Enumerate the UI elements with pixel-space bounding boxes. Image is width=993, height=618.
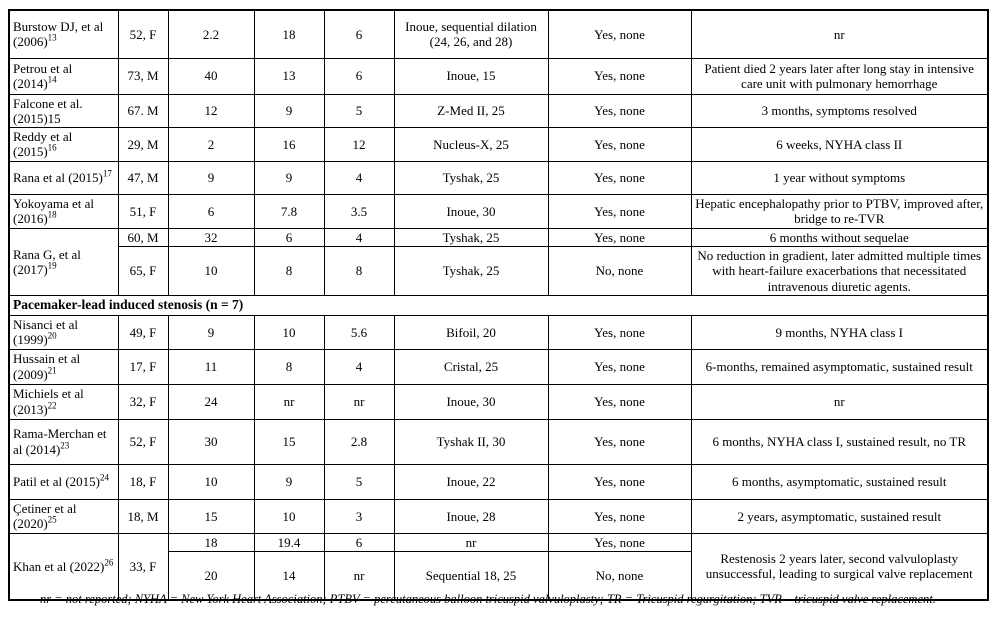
value-cell: 11 bbox=[168, 349, 254, 384]
value-cell: 40 bbox=[168, 58, 254, 94]
table-row bbox=[9, 464, 988, 499]
success-cell: Yes, none bbox=[548, 58, 691, 94]
success-cell: No, none bbox=[548, 247, 691, 296]
outcome-cell: 6 months without sequelae bbox=[691, 228, 988, 246]
success-cell: Yes, none bbox=[548, 94, 691, 128]
value-cell: 8 bbox=[254, 247, 324, 296]
value-cell: 10 bbox=[254, 316, 324, 350]
value-cell: 2.8 bbox=[324, 419, 394, 464]
success-cell: Yes, none bbox=[548, 10, 691, 58]
value-cell: 6 bbox=[324, 10, 394, 58]
reference-superscript: 25 bbox=[47, 514, 57, 525]
table-row bbox=[9, 419, 988, 464]
case-report-table bbox=[8, 9, 989, 601]
value-cell: 24 bbox=[168, 384, 254, 419]
table-row bbox=[9, 316, 988, 350]
outcome-cell: 6-months, remained asymptomatic, sustained result bbox=[691, 349, 988, 384]
outcome-cell: 9 months, NYHA class I bbox=[691, 316, 988, 350]
value-cell: 8 bbox=[254, 349, 324, 384]
author-cell bbox=[9, 10, 118, 58]
balloon-cell: Inoue, sequential dilation (24, 26, and 28) bbox=[394, 10, 548, 58]
value-cell: 10 bbox=[254, 499, 324, 533]
reference-superscript: 17 bbox=[102, 168, 112, 179]
reference-superscript: 16 bbox=[47, 143, 57, 154]
value-cell: 10 bbox=[168, 464, 254, 499]
value-cell: 9 bbox=[254, 161, 324, 194]
age-sex-cell: 52, F bbox=[118, 419, 168, 464]
table-row bbox=[9, 533, 988, 551]
author-text: Petrou et al (2014) bbox=[13, 60, 73, 91]
value-cell: 7.8 bbox=[254, 194, 324, 228]
author-text: Michiels et al (2013) bbox=[13, 386, 84, 417]
value-cell: nr bbox=[324, 384, 394, 419]
balloon-cell: Inoue, 15 bbox=[394, 58, 548, 94]
success-cell: Yes, none bbox=[548, 316, 691, 350]
balloon-cell: Tyshak, 25 bbox=[394, 247, 548, 296]
table-row bbox=[9, 349, 988, 384]
success-cell: Yes, none bbox=[548, 228, 691, 246]
value-cell: 13 bbox=[254, 58, 324, 94]
value-cell: 6 bbox=[168, 194, 254, 228]
table-row bbox=[9, 384, 988, 419]
value-cell: 6 bbox=[324, 58, 394, 94]
table-container bbox=[8, 9, 989, 601]
outcome-cell: 1 year without symptoms bbox=[691, 161, 988, 194]
reference-superscript: 22 bbox=[47, 400, 57, 411]
outcome-cell: Hepatic encephalopathy prior to PTBV, improved after, bridge to re-TVR bbox=[691, 194, 988, 228]
value-cell: 4 bbox=[324, 228, 394, 246]
balloon-cell: Sequential 18, 25 bbox=[394, 552, 548, 600]
age-sex-cell: 32, F bbox=[118, 384, 168, 419]
value-cell: 5 bbox=[324, 94, 394, 128]
value-cell: 6 bbox=[254, 228, 324, 246]
balloon-cell: nr bbox=[394, 533, 548, 551]
reference-superscript: 13 bbox=[47, 32, 57, 43]
outcome-cell: Patient died 2 years later after long stay in intensive care unit with pulmonary hemorrhage bbox=[691, 58, 988, 94]
table-row bbox=[9, 499, 988, 533]
balloon-cell: Nucleus-X, 25 bbox=[394, 128, 548, 162]
age-sex-cell: 65, F bbox=[118, 247, 168, 296]
age-sex-cell: 52, F bbox=[118, 10, 168, 58]
value-cell: 30 bbox=[168, 419, 254, 464]
author-text: Reddy et al (2015) bbox=[13, 129, 73, 160]
author-cell bbox=[9, 384, 118, 419]
value-cell: 18 bbox=[254, 10, 324, 58]
table-row bbox=[9, 58, 988, 94]
author-text: Rana et al (2015) bbox=[13, 170, 103, 186]
author-text: Yokoyama et al (2016) bbox=[13, 195, 95, 227]
value-cell: 20 bbox=[168, 552, 254, 600]
balloon-cell: Cristal, 25 bbox=[394, 349, 548, 384]
age-sex-cell: 29, M bbox=[118, 128, 168, 162]
author-cell bbox=[9, 161, 118, 194]
reference-superscript: 24 bbox=[100, 472, 110, 483]
reference-superscript: 18 bbox=[47, 209, 57, 220]
reference-superscript: 21 bbox=[47, 365, 57, 376]
author-text: Burstow DJ, et al (2006) bbox=[13, 18, 104, 50]
value-cell: nr bbox=[324, 552, 394, 600]
author-cell bbox=[9, 128, 118, 162]
balloon-cell: Tyshak, 25 bbox=[394, 228, 548, 246]
reference-superscript: 19 bbox=[47, 260, 57, 271]
value-cell: 8 bbox=[324, 247, 394, 296]
section-header: Pacemaker-lead induced stenosis (n = 7) bbox=[9, 296, 988, 316]
outcome-cell: No reduction in gradient, later admitted multiple times with heart-failure exacerbations that necessitated intravenous diuretic agents. bbox=[691, 247, 988, 296]
value-cell: 6 bbox=[324, 533, 394, 551]
outcome-cell: 6 weeks, NYHA class II bbox=[691, 128, 988, 162]
value-cell: 2 bbox=[168, 128, 254, 162]
value-cell: 5 bbox=[324, 464, 394, 499]
balloon-cell: Z-Med II, 25 bbox=[394, 94, 548, 128]
author-cell bbox=[9, 228, 118, 295]
success-cell: Yes, none bbox=[548, 499, 691, 533]
outcome-cell: 3 months, symptoms resolved bbox=[691, 94, 988, 128]
age-sex-cell: 60, M bbox=[118, 228, 168, 246]
age-sex-cell: 73, M bbox=[118, 58, 168, 94]
value-cell: 2.2 bbox=[168, 10, 254, 58]
outcome-cell: 6 months, NYHA class I, sustained result, no TR bbox=[691, 419, 988, 464]
value-cell: 18 bbox=[168, 533, 254, 551]
author-text: Patil et al (2015) bbox=[13, 474, 101, 490]
author-text: Rana G, et al (2017) bbox=[13, 246, 81, 277]
value-cell: 10 bbox=[168, 247, 254, 296]
balloon-cell: Tyshak II, 30 bbox=[394, 419, 548, 464]
outcome-cell: nr bbox=[691, 10, 988, 58]
success-cell: Yes, none bbox=[548, 464, 691, 499]
reference-superscript: 26 bbox=[104, 557, 114, 568]
age-sex-cell: 18, F bbox=[118, 464, 168, 499]
reference-superscript: 23 bbox=[60, 440, 70, 451]
author-text: Khan et al (2022) bbox=[13, 558, 105, 574]
author-cell bbox=[9, 499, 118, 533]
section-header-row bbox=[9, 296, 988, 316]
author-cell bbox=[9, 419, 118, 464]
age-sex-cell: 67. M bbox=[118, 94, 168, 128]
value-cell: nr bbox=[254, 384, 324, 419]
balloon-cell: Inoue, 22 bbox=[394, 464, 548, 499]
outcome-cell: nr bbox=[691, 384, 988, 419]
balloon-cell: Bifoil, 20 bbox=[394, 316, 548, 350]
author-cell bbox=[9, 194, 118, 228]
table-row bbox=[9, 128, 988, 162]
success-cell: Yes, none bbox=[548, 533, 691, 551]
table-row bbox=[9, 94, 988, 128]
outcome-cell: 2 years, asymptomatic, sustained result bbox=[691, 499, 988, 533]
success-cell: Yes, none bbox=[548, 194, 691, 228]
value-cell: 12 bbox=[168, 94, 254, 128]
balloon-cell: Tyshak, 25 bbox=[394, 161, 548, 194]
success-cell: Yes, none bbox=[548, 128, 691, 162]
author-cell bbox=[9, 58, 118, 94]
value-cell: 9 bbox=[254, 94, 324, 128]
age-sex-cell: 47, M bbox=[118, 161, 168, 194]
value-cell: 12 bbox=[324, 128, 394, 162]
value-cell: 19.4 bbox=[254, 533, 324, 551]
age-sex-cell: 18, M bbox=[118, 499, 168, 533]
table-footnote: nr = not reported; NYHA = New York Heart Association; PTBV = percutaneous balloon tricuspid valvuloplasty; TR = Tricuspid regurgitation; TVR – tricuspid valve replacement. bbox=[40, 592, 936, 606]
value-cell: 15 bbox=[168, 499, 254, 533]
table-row bbox=[9, 161, 988, 194]
balloon-cell: Inoue, 28 bbox=[394, 499, 548, 533]
age-sex-cell: 49, F bbox=[118, 316, 168, 350]
success-cell: Yes, none bbox=[548, 349, 691, 384]
author-cell bbox=[9, 349, 118, 384]
value-cell: 5.6 bbox=[324, 316, 394, 350]
author-cell bbox=[9, 464, 118, 499]
author-text: Falcone et al. (2015)15 bbox=[13, 95, 83, 126]
reference-superscript: 20 bbox=[47, 331, 57, 342]
author-text: Hussain et al (2009) bbox=[13, 351, 81, 382]
value-cell: 9 bbox=[168, 316, 254, 350]
value-cell: 9 bbox=[168, 161, 254, 194]
outcome-cell: Restenosis 2 years later, second valvuloplasty unsuccessful, leading to surgical valve replacement bbox=[691, 533, 988, 599]
table-row bbox=[9, 247, 988, 296]
author-text: Çetiner et al (2020) bbox=[13, 500, 77, 532]
value-cell: 15 bbox=[254, 419, 324, 464]
value-cell: 4 bbox=[324, 161, 394, 194]
outcome-cell: 6 months, asymptomatic, sustained result bbox=[691, 464, 988, 499]
value-cell: 9 bbox=[254, 464, 324, 499]
table-row bbox=[9, 194, 988, 228]
age-sex-cell: 51, F bbox=[118, 194, 168, 228]
success-cell: Yes, none bbox=[548, 384, 691, 419]
author-text: Rama-Merchan et al (2014) bbox=[13, 426, 107, 457]
value-cell: 32 bbox=[168, 228, 254, 246]
table-row bbox=[9, 10, 988, 58]
value-cell: 3.5 bbox=[324, 194, 394, 228]
age-sex-cell: 17, F bbox=[118, 349, 168, 384]
success-cell: No, none bbox=[548, 552, 691, 600]
table-row bbox=[9, 228, 988, 246]
reference-superscript: 14 bbox=[47, 74, 57, 85]
balloon-cell: Inoue, 30 bbox=[394, 194, 548, 228]
author-text: Nisanci et al (1999) bbox=[13, 317, 78, 348]
success-cell: Yes, none bbox=[548, 161, 691, 194]
author-cell bbox=[9, 316, 118, 350]
author-cell bbox=[9, 94, 118, 128]
value-cell: 14 bbox=[254, 552, 324, 600]
value-cell: 16 bbox=[254, 128, 324, 162]
success-cell: Yes, none bbox=[548, 419, 691, 464]
value-cell: 3 bbox=[324, 499, 394, 533]
age-sex-cell: 33, F bbox=[118, 533, 168, 599]
balloon-cell: Inoue, 30 bbox=[394, 384, 548, 419]
value-cell: 4 bbox=[324, 349, 394, 384]
